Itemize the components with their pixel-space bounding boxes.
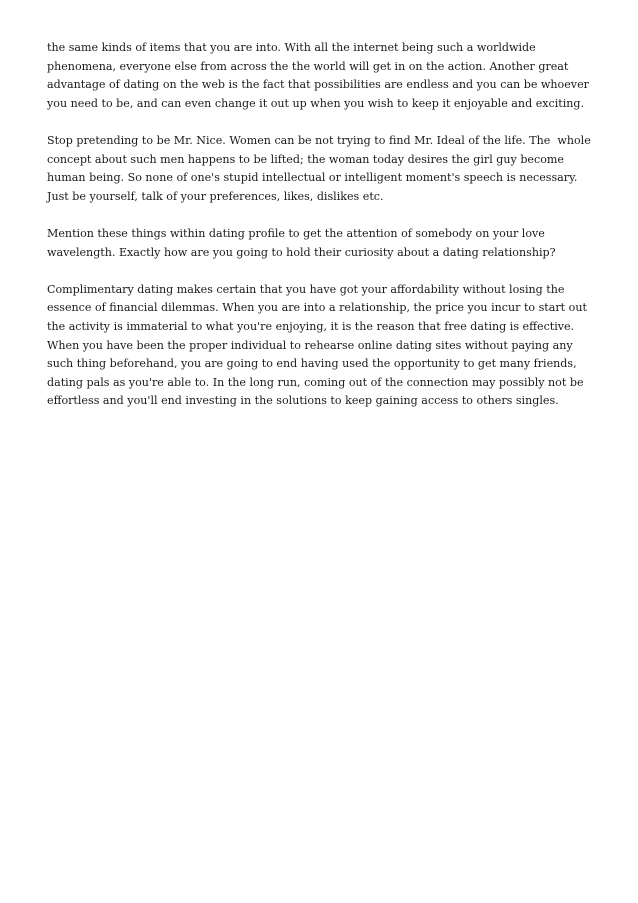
paragraph-4: Complimentary dating makes certain that you have got your affordability without losing the essence of financial dilemmas. When you are into a relationship, the price you incur to start out the activity is immaterial to what you're enjoying, it is the reason that free dating is effective. When you have been the proper individual to rehearse online dating sites without paying any such thing beforehand, you are going to end having used the opportunity to get many friends, dating pals as you're able to. In the long run, coming out of the connection may possibly not be effortless and you'll end investing in the solutions to keep gaining access to others singles. bbox=[47, 282, 591, 408]
paragraph-3: Mention these things within dating profile to get the attention of somebody on your love wavelength. Exactly how are you going to hold their curiosity about a dating relationship? bbox=[47, 226, 556, 259]
document-body bbox=[47, 39, 599, 429]
paragraph-2: Stop pretending to be Mr. Nice. Women can be not trying to find Mr. Ideal of the life. The whole concept about such men happens to be lifted; the woman today desires the girl guy become human being. So none of one's stupid intellectual or intelligent moment's speech is necessary. Just be yourself, talk of your preferences, likes, dislikes etc. bbox=[47, 133, 595, 203]
paragraph-1: the same kinds of items that you are into. With all the internet being such a worldwide phenomena, everyone else from across the the world will get in on the action. Another great advantage of dating on the web is the fact that possibilities are endless and you can be whoever you need to be, and can even change it out up when you wish to keep it enjoyable and exciting. bbox=[47, 41, 593, 110]
